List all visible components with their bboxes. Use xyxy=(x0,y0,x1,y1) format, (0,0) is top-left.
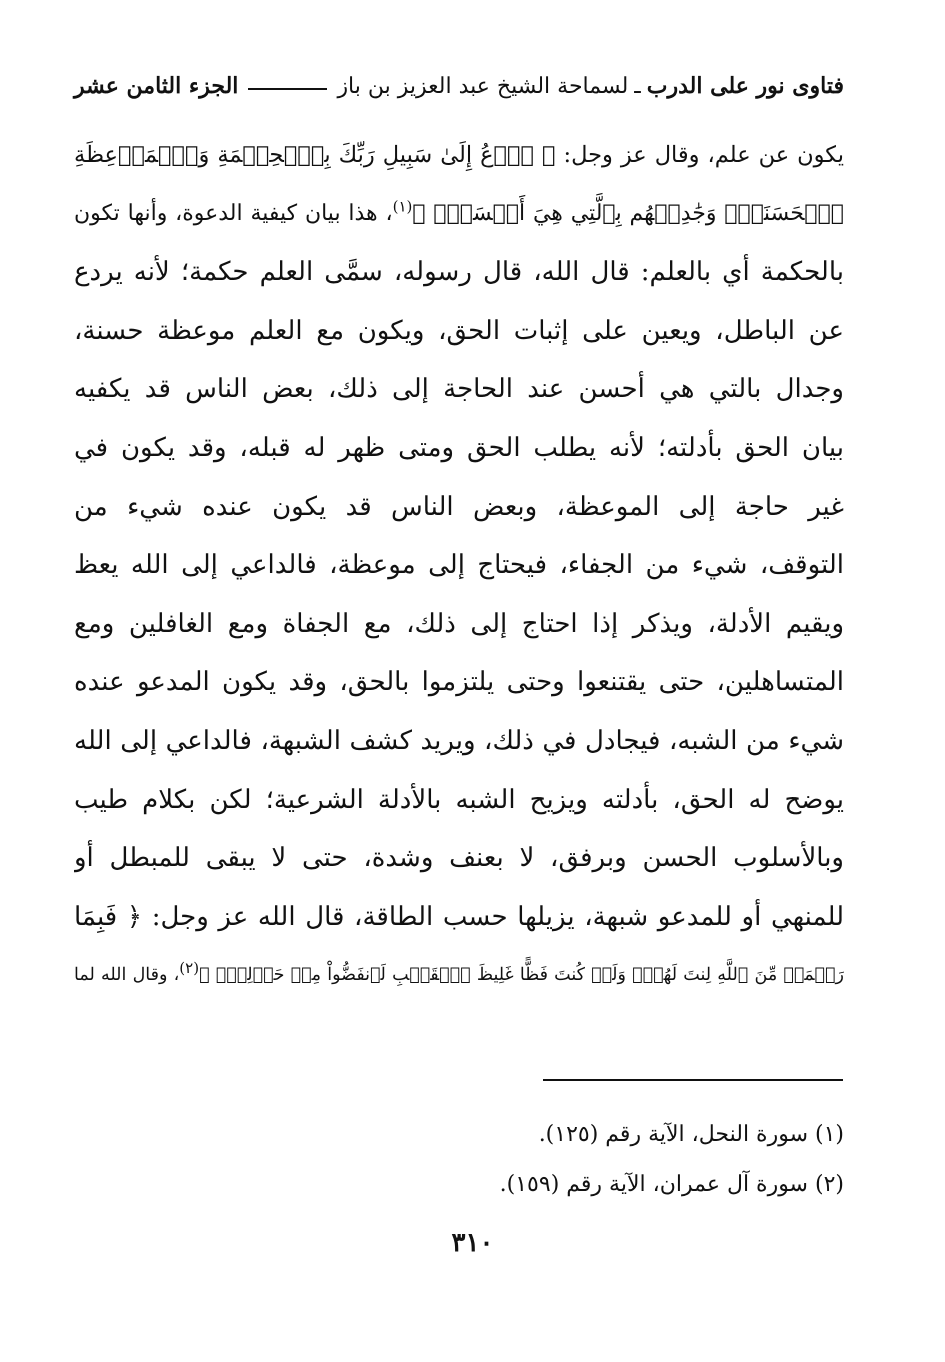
text-line: شيء من الشبه، فيجادل في ذلك، ويريد كشف الشبهة، فالداعي إلى الله xyxy=(74,725,844,756)
text-line: بيان الحق بأدلته؛ لأنه يطلب الحق ومتى ظهر له قبله، وقد يكون في xyxy=(74,432,844,463)
text-line: ٱلۡحَسَنَةِۖ وَجَٰدِلۡهُم بِٱلَّتِي هِيَ أَحۡسَنُۚ ﴾$^{(١)}$، هذا بيان كيفية الدعوة، وأنها تكون xyxy=(74,197,844,226)
author-name: لسماحة الشيخ عبد العزيز بن باز xyxy=(337,73,629,99)
volume-part: الجزء الثامن عشر xyxy=(74,73,239,99)
footnote-1: (١) سورة النحل، الآية رقم (١٢٥). xyxy=(538,1122,844,1147)
text-line: عن الباطل، ويعين على إثبات الحق، ويكون مع العلم موعظة حسنة، xyxy=(74,315,844,346)
text-line: يكون عن علم، وقال عز وجل: ﴿ ٱدۡعُ إِلَىٰ سَبِيلِ رَبِّكَ بِٱلۡحِكۡمَةِ وَٱلۡمَوۡعِظَةِ xyxy=(74,142,844,168)
footnote-marker: (٢) xyxy=(179,959,200,978)
footnotes xyxy=(74,1110,844,1210)
text-line: وبالأسلوب الحسن وبرفق، لا بعنف وشدة، حتى لا يبقى للمبطل أو xyxy=(74,843,844,874)
book-title: فتاوى نور على الدرب xyxy=(646,73,844,99)
text-line: المتساهلين، حتى يقتنعوا وحتى يلتزموا بالحق، وقد يكون المدعو عنده xyxy=(74,667,844,698)
text-line: رَحۡمَةٖ مِّنَ ٱللَّهِ لِنتَ لَهُمۡۖ وَلَوۡ كُنتَ فَظًّا غَلِيظَ ٱلۡقَلۡبِ لَٱنفَضُّواْ مِنۡ حَوۡلِكَۖ ﴾(٢)، وقال الله لما xyxy=(74,959,844,986)
text-line: بالحكمة أي بالعلم: قال الله، قال رسوله، سمَّى العلم حكمة؛ لأنه يردع xyxy=(74,257,844,288)
text-line: التوقف، شيء من الجفاء، فيحتاج إلى موعظة، فالداعي إلى الله يعظ xyxy=(74,550,844,581)
footnote-marker: (١) xyxy=(392,197,413,216)
text-line: وجدال بالتي هي أحسن عند الحاجة إلى ذلك، بعض الناس قد يكفيه xyxy=(74,374,844,405)
header-rule xyxy=(248,88,327,90)
running-header xyxy=(74,66,844,106)
text-line: ويقيم الأدلة، ويذكر إذا احتاج إلى ذلك، مع الجفاة ومع الغافلين ومع xyxy=(74,608,844,639)
page-number: ٣١٠ xyxy=(451,1228,494,1258)
header-dash: ـ xyxy=(634,73,641,99)
text-line: للمنهي أو للمدعو شبهة، يزيلها حسب الطاقة، قال الله عز وجل: ﴿ فَبِمَا xyxy=(74,901,844,932)
body-text xyxy=(74,126,844,1005)
text-line: يوضح له الحق، بأدلته ويزيح الشبه بالأدلة الشرعية؛ لكن بكلام طيب xyxy=(74,784,844,815)
footnote-separator xyxy=(543,1079,843,1081)
footnote-2: (٢) سورة آل عمران، الآية رقم (١٥٩). xyxy=(499,1172,844,1197)
text-line: غير حاجة إلى الموعظة، وبعض الناس قد يكون عنده شيء من xyxy=(74,491,844,522)
